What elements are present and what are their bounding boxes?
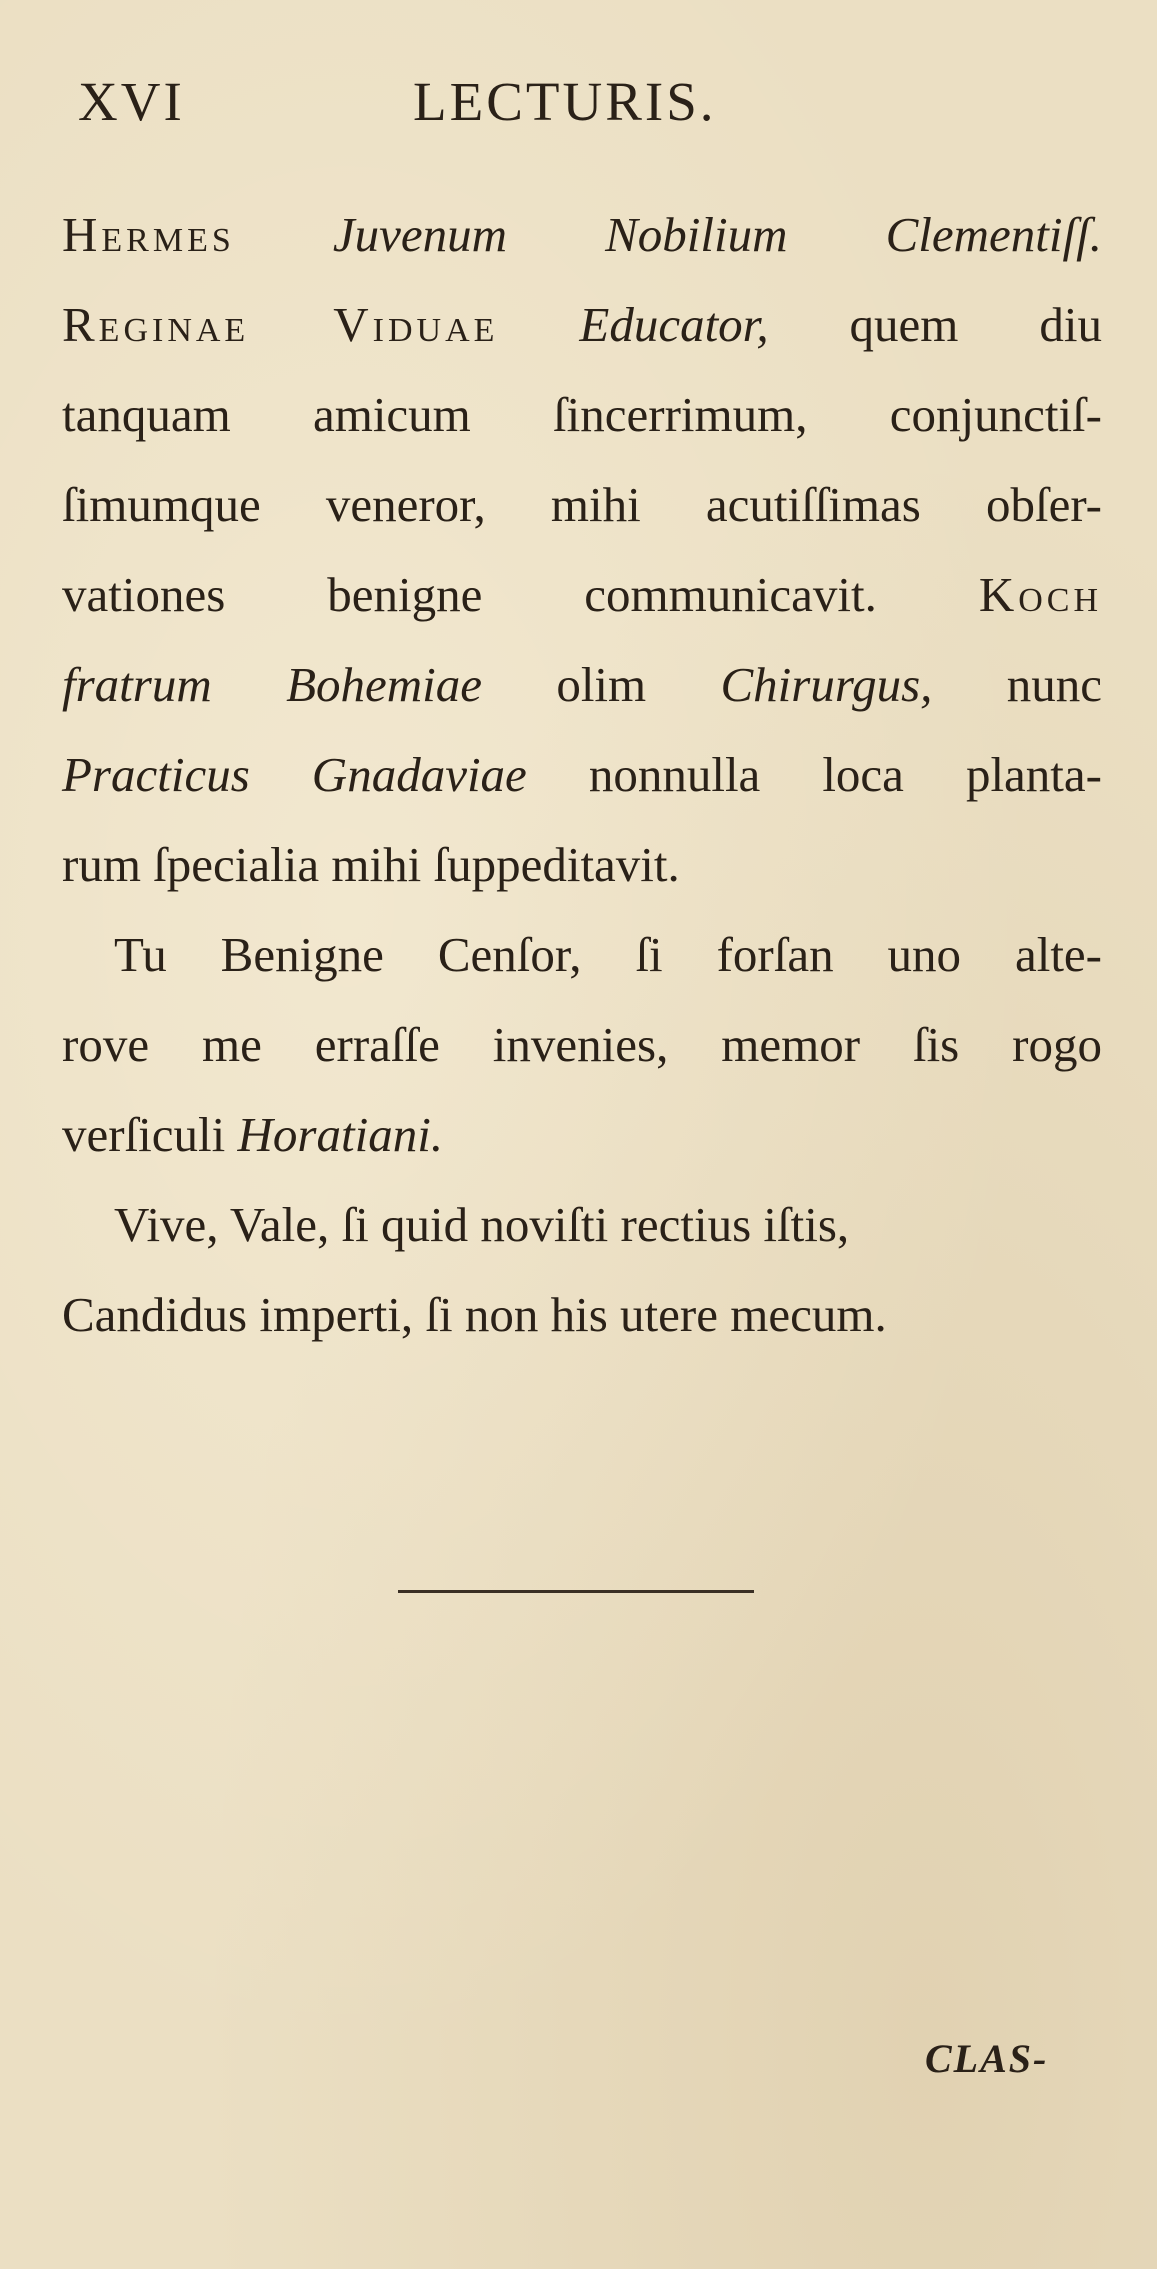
text-line-9: Tu Benigne Cenſor, ſi forſan uno alte- [114, 927, 1102, 982]
text-line-5: vationes benigne communicavit. Koch [62, 567, 1102, 622]
text-line-1 [62, 190, 1102, 280]
text-line-4: ſimumque veneror, mihi acutiſſimas obſer- [62, 477, 1102, 532]
text-line-7: Practicus Gnadaviae nonnulla loca planta- [62, 747, 1102, 802]
name-hermes: Hermes [62, 207, 235, 262]
text-line-11: verſiculi Horatiani. [62, 1107, 444, 1162]
name-koch: Koch [978, 567, 1102, 622]
body-text [62, 190, 1102, 1360]
text-line-8: rum ſpecialia mihi ſuppeditavit. [62, 837, 680, 892]
italic-word: Educator, [579, 297, 769, 352]
small-caps-phrase: Reginae Viduae [62, 297, 499, 352]
text-line-2: Reginae Viduae Educator, quem diu [62, 297, 1102, 352]
verse-line-2: Candidus imperti, ſi non his utere mecum. [62, 1287, 887, 1342]
italic-phrase: Juvenum Nobilium Clementiſſ. [332, 207, 1102, 262]
page-number: XVI [78, 71, 185, 132]
italic-word: Horatiani. [237, 1107, 444, 1162]
running-title: LECTURIS. [413, 71, 717, 132]
running-head [78, 70, 838, 140]
text-line-10: rove me erraſſe invenies, memor ſis rogo [62, 1017, 1102, 1072]
text-line-6: fratrum Bohemiae olim Chirurgus, nunc [62, 657, 1102, 712]
italic-word: Chirurgus, [720, 657, 933, 712]
italic-phrase: fratrum Bohemiae [62, 657, 482, 712]
horizontal-rule [398, 1590, 754, 1593]
italic-phrase: Practicus Gnadaviae [62, 747, 527, 802]
text-line-3: tanquam amicum ſincerrimum, conjunctiſ- [62, 387, 1102, 442]
catchword: CLAS- [925, 2036, 1049, 2081]
verse-line-1: Vive, Vale, ſi quid noviſti rectius iſtis, [114, 1197, 850, 1252]
